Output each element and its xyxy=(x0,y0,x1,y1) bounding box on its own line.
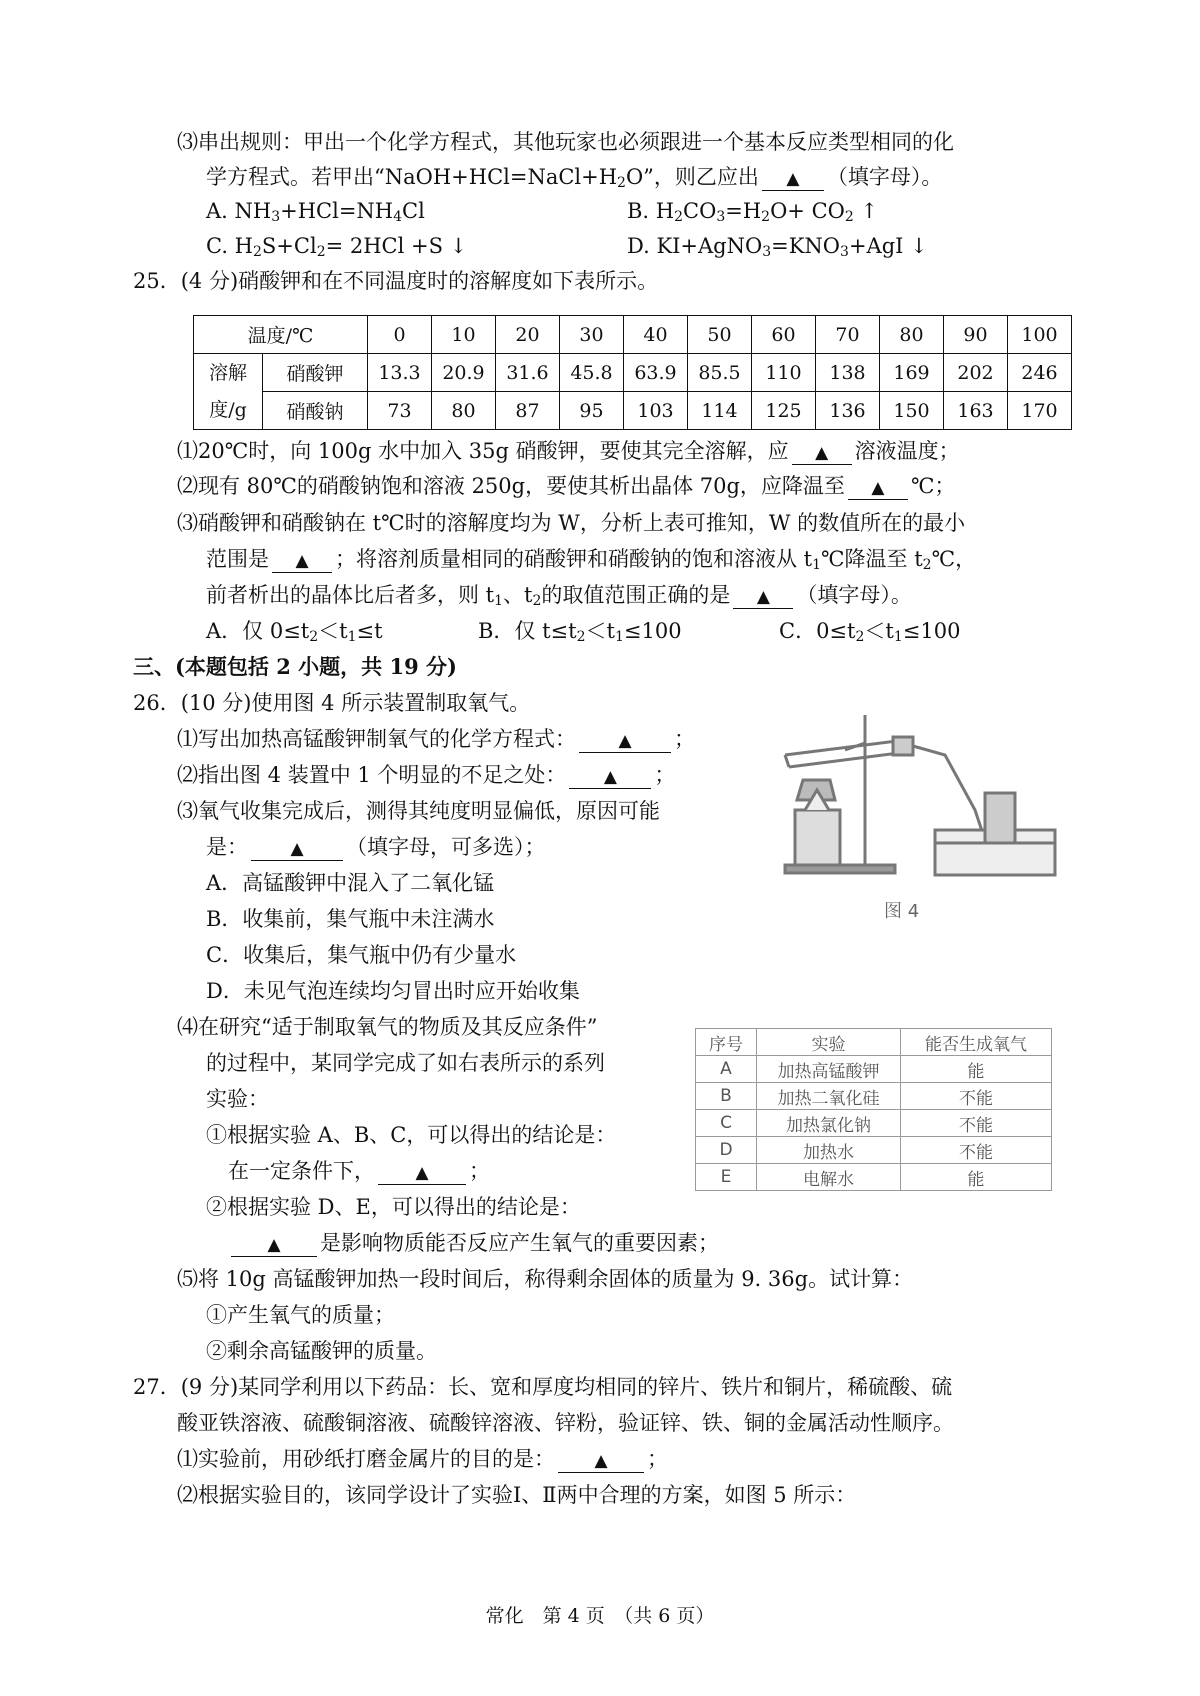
table-cell: 不能 xyxy=(901,1137,1052,1164)
table-cell: 加热水 xyxy=(757,1137,901,1164)
table-cell: 加热氯化钠 xyxy=(757,1110,901,1137)
q25-stem: 25．(4 分)硝酸钾和在不同温度时的溶解度如下表所示。 xyxy=(133,269,659,293)
q26-p4-conclusion2: ②根据实验 D、E，可以得出的结论是： xyxy=(206,1195,581,1219)
q26-option-a: A．高锰酸钾中混入了二氧化锰 xyxy=(206,871,495,895)
q25-option-a: A．仅 $0\le t_2<t_1\le t$ xyxy=(206,619,383,645)
row-name-cell: 硝酸钾 xyxy=(263,354,368,392)
q27-line2: 酸亚铁溶液、硫酸铜溶液、硫酸锌溶液、锌粉，验证锌、铁、铜的金属活动性顺序。 xyxy=(177,1411,954,1435)
table-row xyxy=(194,354,1072,392)
value-cell: 87 xyxy=(496,392,560,430)
figure-4-caption: 图 4 xyxy=(884,901,920,922)
table-header-cell: 实验 xyxy=(757,1029,901,1056)
temp-cell: 50 xyxy=(688,316,752,354)
row-name-cell: 硝酸钠 xyxy=(263,392,368,430)
q25-p3-line3: 前者析出的晶体比后者多，则 $t_1$、$t_2$的取值范围正确的是 ▲ （填字母）。 xyxy=(206,583,912,609)
value-cell: 20.9 xyxy=(432,354,496,392)
q25-option-c: C．$0\le t_2<t_1\le 100$ xyxy=(779,619,961,645)
temp-cell: 80 xyxy=(880,316,944,354)
q25-option-b: B．仅 $t\le t_2<t_1\le 100$ xyxy=(478,619,682,645)
temp-cell: 60 xyxy=(752,316,816,354)
q27-line1: 27．(9 分)某同学利用以下药品：长、宽和厚度均相同的锌片、铁片和铜片，稀硫酸、硫 xyxy=(133,1375,953,1399)
q26-p4-conclusion1b: 在一定条件下， ▲ ； xyxy=(228,1159,490,1183)
q26-p5-c2: ②剩余高锰酸钾的质量。 xyxy=(206,1339,437,1363)
value-cell: 163 xyxy=(944,392,1008,430)
table-cell: 加热高锰酸钾 xyxy=(757,1056,901,1083)
table-cell: 不能 xyxy=(901,1083,1052,1110)
q26-option-c: C．收集后，集气瓶中仍有少量水 xyxy=(206,943,517,967)
value-cell: 170 xyxy=(1008,392,1072,430)
answer-blank: ▲ xyxy=(848,475,908,500)
value-cell: 169 xyxy=(880,354,944,392)
q26-p2: ⑵指出图 4 装置中 1 个明显的不足之处： ▲ ； xyxy=(177,763,676,787)
q26-p4-line1: ⑷在研究“适于制取氧气的物质及其反应条件” xyxy=(177,1015,598,1039)
answer-blank: ▲ xyxy=(733,584,793,609)
table-row xyxy=(696,1164,1052,1191)
table-row xyxy=(696,1056,1052,1083)
q24-p3-line1: ⑶串出规则：甲出一个化学方程式，其他玩家也必须跟进一个基本反应类型相同的化 xyxy=(177,130,954,154)
temp-cell: 70 xyxy=(816,316,880,354)
value-cell: 63.9 xyxy=(624,354,688,392)
value-cell: 202 xyxy=(944,354,1008,392)
answer-blank: ▲ xyxy=(579,728,671,753)
q26-p3-line2: 是： ▲ （填字母，可多选）； xyxy=(206,835,546,859)
solubility-label-cell: 溶解 度/g xyxy=(194,354,263,430)
table-header-cell: 能否生成氧气 xyxy=(901,1029,1052,1056)
table-row xyxy=(194,392,1072,430)
value-cell: 95 xyxy=(560,392,624,430)
table-cell: D xyxy=(696,1137,757,1164)
q26-p3-line1: ⑶氧气收集完成后，测得其纯度明显偏低，原因可能 xyxy=(177,799,660,823)
value-cell: 13.3 xyxy=(368,354,432,392)
q26-option-d: D．未见气泡连续均匀冒出时应开始收集 xyxy=(206,979,580,1003)
value-cell: 125 xyxy=(752,392,816,430)
value-cell: 246 xyxy=(1008,354,1072,392)
temp-cell: 30 xyxy=(560,316,624,354)
figure-4-apparatus xyxy=(775,715,1075,925)
q24-option-c: C. $H_2S+Cl_2= 2HCl +S$ ↓ xyxy=(206,234,468,260)
section-heading: 三、(本题包括 2 小题，共 19 分) xyxy=(133,654,457,679)
q26-option-b: B．收集前，集气瓶中未注满水 xyxy=(206,907,495,931)
q27-p1: ⑴实验前，用砂纸打磨金属片的目的是： ▲ ； xyxy=(177,1447,668,1471)
table-cell: C xyxy=(696,1110,757,1137)
q25-p3-line2: 范围是 ▲ ；将溶剂质量相同的硝酸钾和硝酸钠的饱和溶液从 $t_1℃$降温至 $t_2℃$， xyxy=(206,547,977,573)
temp-cell: 100 xyxy=(1008,316,1072,354)
table-row xyxy=(696,1083,1052,1110)
value-cell: 31.6 xyxy=(496,354,560,392)
q26-p4-conclusion2b: ▲ 是影响物质能否反应产生氧气的重要因素； xyxy=(228,1229,719,1257)
table-cell: 电解水 xyxy=(757,1164,901,1191)
table-cell: A xyxy=(696,1056,757,1083)
value-cell: 103 xyxy=(624,392,688,430)
q26-stem: 26．(10 分)使用图 4 所示装置制取氧气。 xyxy=(133,691,531,715)
table-row xyxy=(696,1137,1052,1164)
answer-blank: ▲ xyxy=(558,1448,644,1473)
page-footer: 常化 第 4 页 （共 6 页） xyxy=(485,1605,715,1627)
table-cell: B xyxy=(696,1083,757,1110)
answer-blank: ▲ xyxy=(272,548,332,573)
q24-p3-line2: 学方程式。若甲出“$NaOH+HCl=NaCl+H_2O$”，则乙应出 ▲ （填字母）。 xyxy=(206,165,943,191)
table-cell: 加热二氧化硅 xyxy=(757,1083,901,1110)
q24-option-a: A. $NH_3+HCl=NH_4Cl$ xyxy=(206,199,425,225)
q26-p5: ⑸将 10g 高锰酸钾加热一段时间后，称得剩余固体的质量为 9. 36g。试计算： xyxy=(177,1267,914,1291)
value-cell: 85.5 xyxy=(688,354,752,392)
q25-p1: ⑴20℃时，向 100g 水中加入 35g 硝酸钾，要使其完全溶解，应 ▲ 溶液温度； xyxy=(177,439,960,463)
value-cell: 138 xyxy=(816,354,880,392)
table-header-cell: 温度/℃ xyxy=(194,316,368,354)
temp-cell: 90 xyxy=(944,316,1008,354)
q25-p2: ⑵现有 80℃的硝酸钠饱和溶液 250g，要使其析出晶体 70g，应降温至 ▲ ℃； xyxy=(177,474,956,498)
table-cell: 不能 xyxy=(901,1110,1052,1137)
table-cell: 能 xyxy=(901,1164,1052,1191)
table-row xyxy=(194,316,1072,354)
answer-blank: ▲ xyxy=(569,764,651,789)
q24-option-d: D. $KI+AgNO_3=KNO_3+AgI$ ↓ xyxy=(627,234,928,260)
temp-cell: 0 xyxy=(368,316,432,354)
solubility-table xyxy=(193,315,1072,430)
temp-cell: 40 xyxy=(624,316,688,354)
table-cell: 能 xyxy=(901,1056,1052,1083)
answer-blank: ▲ xyxy=(251,836,343,861)
value-cell: 73 xyxy=(368,392,432,430)
q27-p2: ⑵根据实验目的，该同学设计了实验Ⅰ、Ⅱ两中合理的方案，如图 5 所示： xyxy=(177,1483,857,1507)
table-cell: E xyxy=(696,1164,757,1191)
value-cell: 80 xyxy=(432,392,496,430)
q26-p1: ⑴写出加热高锰酸钾制氧气的化学方程式： ▲ ； xyxy=(177,727,695,751)
table-row xyxy=(696,1029,1052,1056)
q25-p3-line1: ⑶硝酸钾和硝酸钠在 t℃时的溶解度均为 W，分析上表可推知，W 的数值所在的最小 xyxy=(177,511,966,535)
q26-p5-c1: ①产生氧气的质量； xyxy=(206,1303,395,1327)
temp-cell: 10 xyxy=(432,316,496,354)
temp-cell: 20 xyxy=(496,316,560,354)
experiment-table xyxy=(695,1028,1052,1191)
value-cell: 110 xyxy=(752,354,816,392)
table-row xyxy=(696,1110,1052,1137)
answer-blank: ▲ xyxy=(762,166,824,191)
value-cell: 150 xyxy=(880,392,944,430)
table-header-cell: 序号 xyxy=(696,1029,757,1056)
q26-p4-conclusion1: ①根据实验 A、B、C，可以得出的结论是： xyxy=(206,1123,617,1147)
value-cell: 136 xyxy=(816,392,880,430)
answer-blank: ▲ xyxy=(231,1232,317,1257)
answer-blank: ▲ xyxy=(378,1160,466,1185)
value-cell: 45.8 xyxy=(560,354,624,392)
answer-blank: ▲ xyxy=(792,440,852,465)
value-cell: 114 xyxy=(688,392,752,430)
q26-p4-line3: 实验： xyxy=(206,1087,269,1111)
q24-option-b: B. $H_2CO_3=H_2O+ CO_2$ ↑ xyxy=(627,199,879,225)
q26-p4-line2: 的过程中，某同学完成了如右表所示的系列 xyxy=(206,1051,605,1075)
